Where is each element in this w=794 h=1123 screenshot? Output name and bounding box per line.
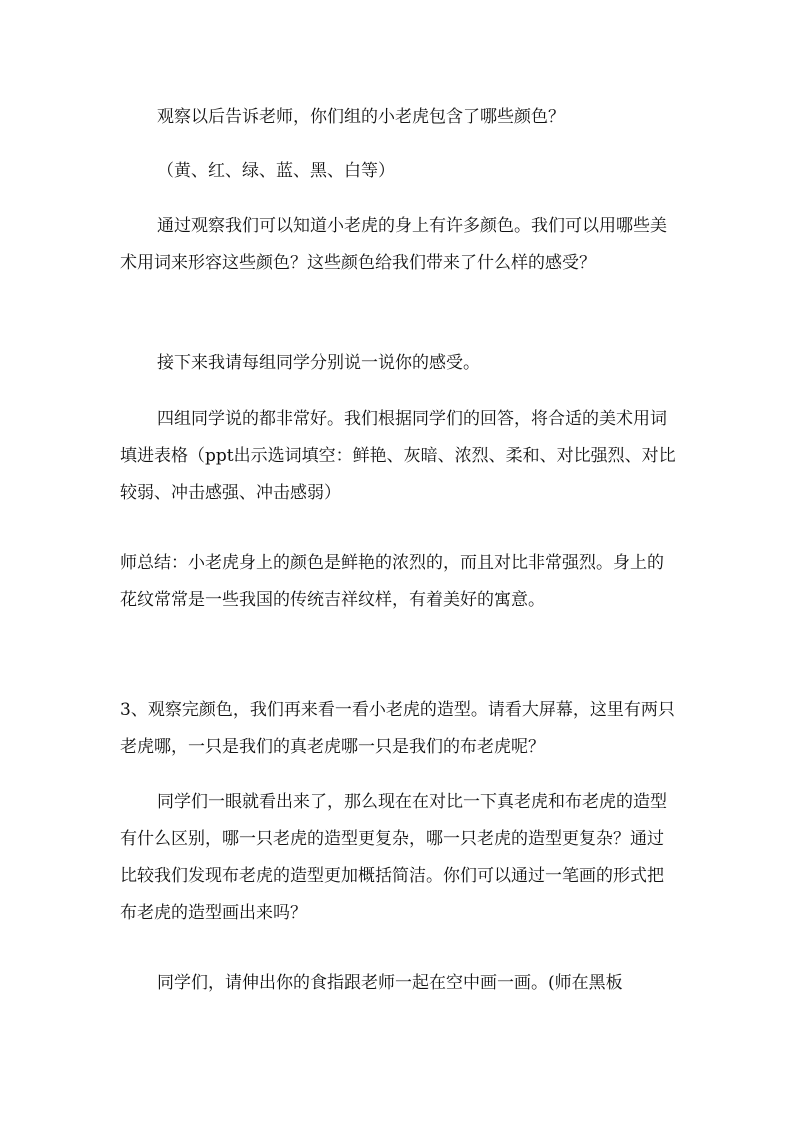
paragraph-observe-colors: 观察以后告诉老师，你们组的小老虎包含了哪些颜色？ <box>157 107 565 127</box>
paragraph-fill-table: 四组同学说的都非常好。我们根据同学们的回答，将合适的美术用词填进表格（ppt出示选词填空：鲜艳、灰暗、浓烈、柔和、对比强烈、对比较弱、冲击感强、冲击感弱） <box>120 409 676 503</box>
paragraph-describe-colors: 通过观察我们可以知道小老虎的身上有许多颜色。我们可以用哪些美术用词来形容这些颜色？这些颜色给我们带来了什么样的感受？ <box>120 216 667 273</box>
paragraph-teacher-summary: 师总结：小老虎身上的颜色是鲜艳的浓烈的，而且对比非常强烈。身上的花纹常常是一些我国的传统吉祥纹样，有着美好的寓意。 <box>120 553 664 610</box>
paragraph-draw-in-air: 同学们，请伸出你的食指跟老师一起在空中画一画。(师在黑板 <box>157 973 623 993</box>
paragraph-group-feelings: 接下来我请每组同学分别说一说你的感受。 <box>157 353 480 373</box>
paragraph-color-list: （黄、红、绿、蓝、黑、白等） <box>157 161 395 181</box>
paragraph-compare-shapes: 同学们一眼就看出来了，那么现在在对比一下真老虎和布老虎的造型有什么区别，哪一只老虎的造型更复杂，哪一只老虎的造型更复杂？通过比较我们发现布老虎的造型更加概括简洁。你们可以通过一笔画的形式把布老虎的造型画出来吗？ <box>120 792 667 923</box>
paragraph-observe-shape: 3、观察完颜色，我们再来看一看小老虎的造型。请看大屏幕，这里有两只老虎哪，一只是我们的真老虎哪一只是我们的布老虎呢？ <box>120 700 675 757</box>
